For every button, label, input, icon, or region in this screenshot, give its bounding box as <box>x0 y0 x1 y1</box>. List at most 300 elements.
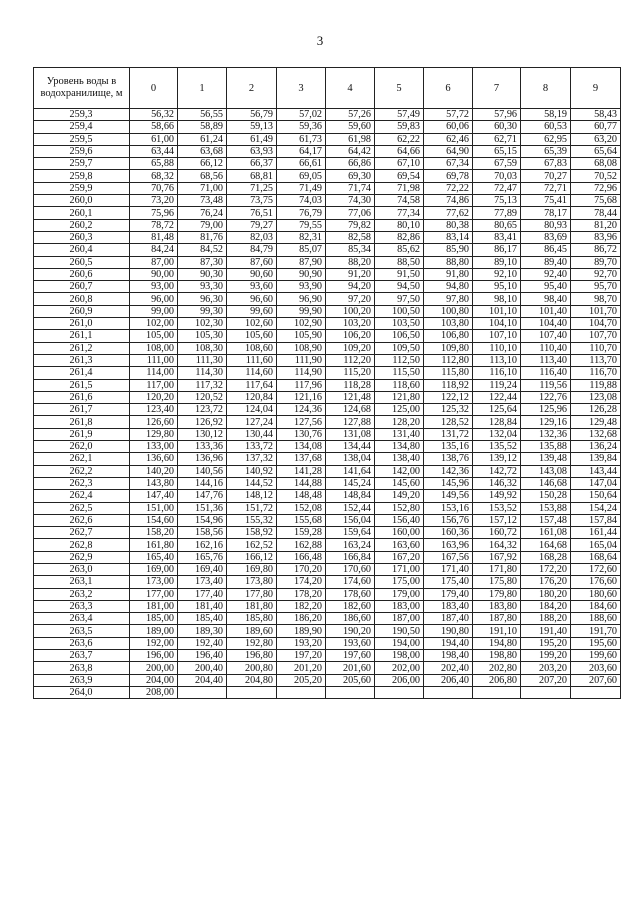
value-cell: 185,40 <box>178 613 227 625</box>
value-cell: 77,34 <box>375 207 424 219</box>
water-level-cell: 259,8 <box>34 170 130 182</box>
value-cell: 75,41 <box>521 195 571 207</box>
table-row <box>34 121 621 133</box>
value-cell: 91,80 <box>424 268 473 280</box>
value-cell: 129,16 <box>521 416 571 428</box>
value-cell: 100,20 <box>326 305 375 317</box>
table-row <box>34 268 621 280</box>
value-cell: 78,72 <box>130 219 178 231</box>
value-cell: 206,80 <box>473 674 521 686</box>
value-cell: 79,00 <box>178 219 227 231</box>
value-cell: 87,00 <box>130 256 178 268</box>
value-cell: 59,13 <box>227 121 277 133</box>
value-cell: 119,56 <box>521 379 571 391</box>
water-level-cell: 263,4 <box>34 613 130 625</box>
value-cell: 132,04 <box>473 428 521 440</box>
table-row <box>34 662 621 674</box>
value-cell: 82,03 <box>227 231 277 243</box>
table-row <box>34 539 621 551</box>
value-cell: 205,20 <box>277 674 326 686</box>
value-cell: 136,24 <box>571 441 621 453</box>
water-level-cell: 260,8 <box>34 293 130 305</box>
value-cell: 57,72 <box>424 109 473 121</box>
value-cell: 121,80 <box>375 391 424 403</box>
value-cell: 149,20 <box>375 490 424 502</box>
value-cell: 97,80 <box>424 293 473 305</box>
table-row <box>34 109 621 121</box>
value-cell: 90,60 <box>227 268 277 280</box>
value-cell: 200,40 <box>178 662 227 674</box>
value-cell: 94,50 <box>375 281 424 293</box>
value-cell: 87,30 <box>178 256 227 268</box>
table-row <box>34 195 621 207</box>
value-cell: 65,39 <box>521 145 571 157</box>
value-cell: 107,70 <box>571 330 621 342</box>
value-cell: 139,84 <box>571 453 621 465</box>
value-cell: 191,70 <box>571 625 621 637</box>
value-cell: 136,60 <box>130 453 178 465</box>
value-cell: 116,40 <box>521 367 571 379</box>
value-cell: 128,20 <box>375 416 424 428</box>
value-cell: 120,84 <box>227 391 277 403</box>
water-level-cell: 261,9 <box>34 428 130 440</box>
value-cell: 56,32 <box>130 109 178 121</box>
value-cell: 87,60 <box>227 256 277 268</box>
value-cell: 112,50 <box>375 354 424 366</box>
value-cell: 69,54 <box>375 170 424 182</box>
level-column-header: Уровень воды в водохранилище, м <box>34 68 130 109</box>
table-row <box>34 133 621 145</box>
value-cell: 147,76 <box>178 490 227 502</box>
value-cell: 70,03 <box>473 170 521 182</box>
value-cell: 103,20 <box>326 318 375 330</box>
table-row <box>34 354 621 366</box>
value-cell: 105,30 <box>178 330 227 342</box>
value-cell: 95,40 <box>521 281 571 293</box>
value-cell: 70,27 <box>521 170 571 182</box>
value-cell: 63,44 <box>130 145 178 157</box>
water-level-cell: 259,4 <box>34 121 130 133</box>
water-level-cell: 262,6 <box>34 514 130 526</box>
table-row <box>34 318 621 330</box>
value-cell: 195,60 <box>571 637 621 649</box>
value-cell: 83,69 <box>521 231 571 243</box>
value-cell: 186,20 <box>277 613 326 625</box>
column-header: 7 <box>473 68 521 109</box>
table-row <box>34 416 621 428</box>
value-cell: 169,00 <box>130 563 178 575</box>
value-cell: 206,00 <box>375 674 424 686</box>
value-cell: 196,00 <box>130 650 178 662</box>
value-cell: 62,71 <box>473 133 521 145</box>
value-cell: 150,64 <box>571 490 621 502</box>
water-level-cell: 260,4 <box>34 244 130 256</box>
value-cell: 66,37 <box>227 158 277 170</box>
value-cell: 90,90 <box>277 268 326 280</box>
value-cell: 67,59 <box>473 158 521 170</box>
value-cell: 134,08 <box>277 441 326 453</box>
value-cell: 199,60 <box>571 650 621 662</box>
water-level-cell: 259,5 <box>34 133 130 145</box>
value-cell: 163,60 <box>375 539 424 551</box>
value-cell: 141,28 <box>277 465 326 477</box>
value-cell: 80,65 <box>473 219 521 231</box>
value-cell: 83,14 <box>424 231 473 243</box>
value-cell: 178,60 <box>326 588 375 600</box>
value-cell: 61,73 <box>277 133 326 145</box>
value-cell: 190,20 <box>326 625 375 637</box>
value-cell: 59,36 <box>277 121 326 133</box>
value-cell: 127,56 <box>277 416 326 428</box>
value-cell: 71,00 <box>178 182 227 194</box>
value-cell: 156,04 <box>326 514 375 526</box>
water-level-cell: 260,0 <box>34 195 130 207</box>
water-level-cell: 261,6 <box>34 391 130 403</box>
value-cell: 61,49 <box>227 133 277 145</box>
value-cell: 85,07 <box>277 244 326 256</box>
water-level-cell: 260,2 <box>34 219 130 231</box>
value-cell: 182,20 <box>277 600 326 612</box>
value-cell: 120,20 <box>130 391 178 403</box>
value-cell: 125,96 <box>521 404 571 416</box>
value-cell: 196,40 <box>178 650 227 662</box>
value-cell: 110,70 <box>571 342 621 354</box>
value-cell: 74,58 <box>375 195 424 207</box>
value-cell: 74,30 <box>326 195 375 207</box>
value-cell: 88,50 <box>375 256 424 268</box>
value-cell: 64,17 <box>277 145 326 157</box>
value-cell: 197,20 <box>277 650 326 662</box>
value-cell: 134,80 <box>375 441 424 453</box>
value-cell: 148,48 <box>277 490 326 502</box>
table-row <box>34 477 621 489</box>
table-row <box>34 207 621 219</box>
value-cell: 63,20 <box>571 133 621 145</box>
value-cell: 131,72 <box>424 428 473 440</box>
value-cell: 182,60 <box>326 600 375 612</box>
value-cell: 154,24 <box>571 502 621 514</box>
value-cell: 171,40 <box>424 563 473 575</box>
value-cell: 61,00 <box>130 133 178 145</box>
value-cell: 119,88 <box>571 379 621 391</box>
value-cell: 84,24 <box>130 244 178 256</box>
value-cell: 177,80 <box>227 588 277 600</box>
water-level-cell: 261,1 <box>34 330 130 342</box>
value-cell: 76,24 <box>178 207 227 219</box>
value-cell: 150,28 <box>521 490 571 502</box>
water-level-cell: 263,6 <box>34 637 130 649</box>
page-number: 3 <box>316 33 324 48</box>
value-cell: 111,30 <box>178 354 227 366</box>
value-cell: 136,96 <box>178 453 227 465</box>
water-level-cell: 260,1 <box>34 207 130 219</box>
water-level-cell: 259,7 <box>34 158 130 170</box>
value-cell: 83,41 <box>473 231 521 243</box>
value-cell: 118,92 <box>424 379 473 391</box>
value-cell: 68,32 <box>130 170 178 182</box>
value-cell: 149,92 <box>473 490 521 502</box>
value-cell: 115,50 <box>375 367 424 379</box>
value-cell: 108,60 <box>227 342 277 354</box>
water-level-cell: 262,0 <box>34 441 130 453</box>
water-level-cell: 259,9 <box>34 182 130 194</box>
value-cell: 61,24 <box>178 133 227 145</box>
value-cell: 121,48 <box>326 391 375 403</box>
value-cell: 164,32 <box>473 539 521 551</box>
water-level-cell: 262,8 <box>34 539 130 551</box>
value-cell: 89,70 <box>571 256 621 268</box>
value-cell: 137,32 <box>227 453 277 465</box>
value-cell: 94,80 <box>424 281 473 293</box>
value-cell: 115,80 <box>424 367 473 379</box>
value-cell: 130,12 <box>178 428 227 440</box>
value-cell: 64,66 <box>375 145 424 157</box>
value-cell <box>277 686 326 698</box>
value-cell: 115,20 <box>326 367 375 379</box>
value-cell: 108,00 <box>130 342 178 354</box>
value-cell: 103,80 <box>424 318 473 330</box>
value-cell: 89,40 <box>521 256 571 268</box>
value-cell: 129,80 <box>130 428 178 440</box>
value-cell: 135,52 <box>473 441 521 453</box>
value-cell: 163,24 <box>326 539 375 551</box>
column-header: 0 <box>130 68 178 109</box>
value-cell: 58,43 <box>571 109 621 121</box>
value-cell: 112,80 <box>424 354 473 366</box>
value-cell: 199,20 <box>521 650 571 662</box>
value-cell: 65,64 <box>571 145 621 157</box>
value-cell: 192,00 <box>130 637 178 649</box>
value-cell: 155,68 <box>277 514 326 526</box>
column-header: 8 <box>521 68 571 109</box>
value-cell: 125,00 <box>375 404 424 416</box>
table-row <box>34 293 621 305</box>
value-cell: 146,32 <box>473 477 521 489</box>
value-cell: 183,80 <box>473 600 521 612</box>
value-cell: 194,80 <box>473 637 521 649</box>
value-cell: 79,55 <box>277 219 326 231</box>
table-row <box>34 182 621 194</box>
value-cell: 148,84 <box>326 490 375 502</box>
value-cell: 140,92 <box>227 465 277 477</box>
value-cell: 126,28 <box>571 404 621 416</box>
value-cell: 62,95 <box>521 133 571 145</box>
value-cell: 106,50 <box>375 330 424 342</box>
value-cell: 206,40 <box>424 674 473 686</box>
value-cell: 101,40 <box>521 305 571 317</box>
value-cell: 65,15 <box>473 145 521 157</box>
value-cell: 132,68 <box>571 428 621 440</box>
value-cell: 58,89 <box>178 121 227 133</box>
value-cell: 147,04 <box>571 477 621 489</box>
value-cell: 201,20 <box>277 662 326 674</box>
value-cell: 187,00 <box>375 613 424 625</box>
value-cell: 110,10 <box>473 342 521 354</box>
value-cell: 114,00 <box>130 367 178 379</box>
value-cell: 124,68 <box>326 404 375 416</box>
value-cell: 92,70 <box>571 268 621 280</box>
water-level-cell: 263,7 <box>34 650 130 662</box>
value-cell: 188,60 <box>571 613 621 625</box>
value-cell: 183,40 <box>424 600 473 612</box>
value-cell: 69,05 <box>277 170 326 182</box>
value-cell: 85,90 <box>424 244 473 256</box>
value-cell: 117,00 <box>130 379 178 391</box>
value-cell: 179,80 <box>473 588 521 600</box>
value-cell: 82,58 <box>326 231 375 243</box>
water-level-cell: 263,3 <box>34 600 130 612</box>
value-cell: 70,52 <box>571 170 621 182</box>
value-cell: 114,60 <box>227 367 277 379</box>
table-row <box>34 625 621 637</box>
value-cell: 171,80 <box>473 563 521 575</box>
value-cell: 140,56 <box>178 465 227 477</box>
table-row <box>34 428 621 440</box>
value-cell: 165,04 <box>571 539 621 551</box>
value-cell: 111,00 <box>130 354 178 366</box>
value-cell: 59,83 <box>375 121 424 133</box>
table-row <box>34 404 621 416</box>
value-cell: 196,80 <box>227 650 277 662</box>
value-cell: 104,10 <box>473 318 521 330</box>
value-cell: 89,10 <box>473 256 521 268</box>
value-cell: 158,92 <box>227 527 277 539</box>
value-cell: 67,34 <box>424 158 473 170</box>
value-cell: 81,76 <box>178 231 227 243</box>
value-cell: 184,20 <box>521 600 571 612</box>
water-level-cell: 260,3 <box>34 231 130 243</box>
value-cell: 169,40 <box>178 563 227 575</box>
value-cell: 175,00 <box>375 576 424 588</box>
value-cell <box>571 686 621 698</box>
value-cell: 92,10 <box>473 268 521 280</box>
water-level-cell: 260,6 <box>34 268 130 280</box>
column-header: 2 <box>227 68 277 109</box>
value-cell: 69,30 <box>326 170 375 182</box>
value-cell: 189,60 <box>227 625 277 637</box>
table-body <box>34 109 621 699</box>
value-cell: 152,44 <box>326 502 375 514</box>
value-cell: 65,88 <box>130 158 178 170</box>
water-level-cell: 263,0 <box>34 563 130 575</box>
value-cell: 137,68 <box>277 453 326 465</box>
value-cell: 153,88 <box>521 502 571 514</box>
value-cell: 93,00 <box>130 281 178 293</box>
value-cell: 130,76 <box>277 428 326 440</box>
value-cell: 93,90 <box>277 281 326 293</box>
value-cell: 106,80 <box>424 330 473 342</box>
value-cell: 105,60 <box>227 330 277 342</box>
table-row <box>34 391 621 403</box>
value-cell: 56,79 <box>227 109 277 121</box>
water-level-cell: 259,3 <box>34 109 130 121</box>
value-cell: 127,88 <box>326 416 375 428</box>
water-level-cell: 261,5 <box>34 379 130 391</box>
value-cell: 57,26 <box>326 109 375 121</box>
value-cell: 72,96 <box>571 182 621 194</box>
value-cell: 121,16 <box>277 391 326 403</box>
value-cell: 108,30 <box>178 342 227 354</box>
value-cell: 105,90 <box>277 330 326 342</box>
value-cell: 99,00 <box>130 305 178 317</box>
table-row <box>34 674 621 686</box>
value-cell: 60,06 <box>424 121 473 133</box>
value-cell: 153,16 <box>424 502 473 514</box>
value-cell: 128,84 <box>473 416 521 428</box>
value-cell: 189,30 <box>178 625 227 637</box>
value-cell: 78,17 <box>521 207 571 219</box>
value-cell: 120,52 <box>178 391 227 403</box>
value-cell: 181,40 <box>178 600 227 612</box>
water-level-cell: 260,7 <box>34 281 130 293</box>
table-row <box>34 342 621 354</box>
water-level-cell: 261,2 <box>34 342 130 354</box>
value-cell: 189,00 <box>130 625 178 637</box>
value-cell: 85,34 <box>326 244 375 256</box>
value-cell: 111,60 <box>227 354 277 366</box>
value-cell: 161,80 <box>130 539 178 551</box>
value-cell: 108,90 <box>277 342 326 354</box>
value-cell: 177,00 <box>130 588 178 600</box>
value-cell: 201,60 <box>326 662 375 674</box>
value-cell: 72,47 <box>473 182 521 194</box>
value-cell: 143,08 <box>521 465 571 477</box>
value-cell: 122,12 <box>424 391 473 403</box>
value-cell: 198,80 <box>473 650 521 662</box>
value-cell: 96,90 <box>277 293 326 305</box>
water-level-cell: 259,6 <box>34 145 130 157</box>
value-cell: 71,74 <box>326 182 375 194</box>
value-cell: 123,08 <box>571 391 621 403</box>
value-cell: 117,96 <box>277 379 326 391</box>
value-cell: 135,16 <box>424 441 473 453</box>
value-cell: 202,40 <box>424 662 473 674</box>
water-level-cell: 261,3 <box>34 354 130 366</box>
value-cell: 156,76 <box>424 514 473 526</box>
value-cell: 202,80 <box>473 662 521 674</box>
table-row <box>34 502 621 514</box>
value-cell: 139,48 <box>521 453 571 465</box>
value-cell: 181,00 <box>130 600 178 612</box>
value-cell: 167,20 <box>375 551 424 563</box>
value-cell: 168,64 <box>571 551 621 563</box>
value-cell: 68,08 <box>571 158 621 170</box>
value-cell: 204,80 <box>227 674 277 686</box>
value-cell: 97,50 <box>375 293 424 305</box>
value-cell: 117,64 <box>227 379 277 391</box>
water-level-cell: 260,9 <box>34 305 130 317</box>
value-cell: 62,22 <box>375 133 424 145</box>
water-level-cell: 261,8 <box>34 416 130 428</box>
value-cell: 162,52 <box>227 539 277 551</box>
value-cell: 175,80 <box>473 576 521 588</box>
value-cell: 112,20 <box>326 354 375 366</box>
table-row <box>34 453 621 465</box>
value-cell: 109,50 <box>375 342 424 354</box>
table-row <box>34 588 621 600</box>
value-cell: 77,62 <box>424 207 473 219</box>
water-level-cell: 261,0 <box>34 318 130 330</box>
value-cell: 147,40 <box>130 490 178 502</box>
value-cell: 82,31 <box>277 231 326 243</box>
value-cell: 151,72 <box>227 502 277 514</box>
value-cell: 189,90 <box>277 625 326 637</box>
table-row <box>34 600 621 612</box>
value-cell: 203,20 <box>521 662 571 674</box>
value-cell: 142,36 <box>424 465 473 477</box>
value-cell: 58,66 <box>130 121 178 133</box>
value-cell: 73,48 <box>178 195 227 207</box>
